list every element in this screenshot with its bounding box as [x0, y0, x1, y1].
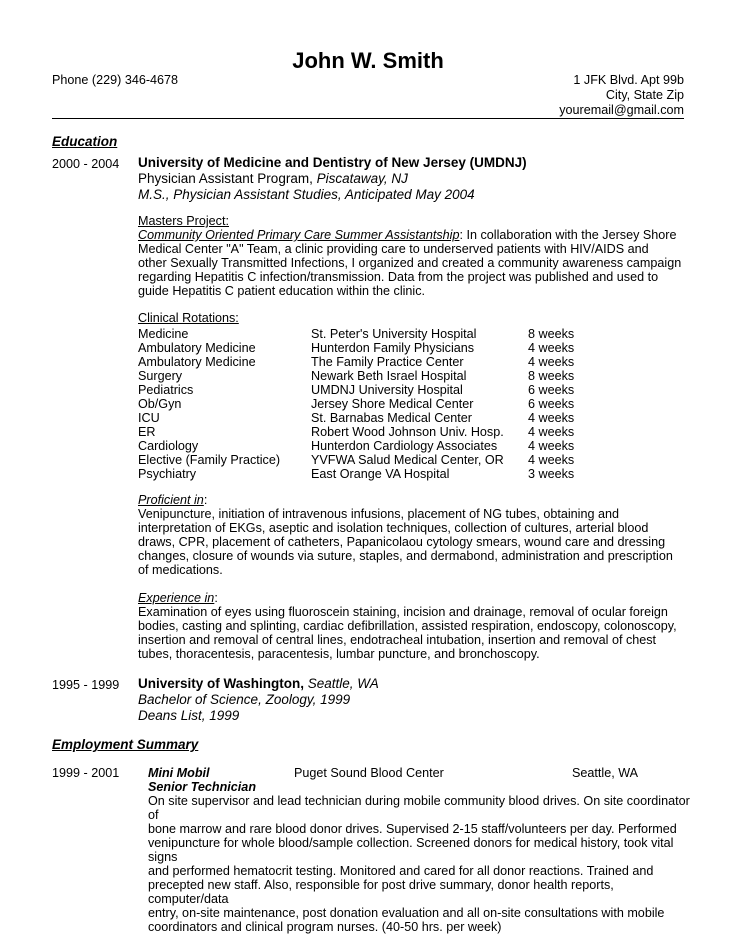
uw-school: University of Washington,: [138, 676, 305, 691]
masters-project-line-4: regarding Hepatitis C infection/transmission. Data from the project was published and used to: [138, 270, 659, 284]
rotation-site: UMDNJ University Hospital: [311, 383, 463, 397]
rotation-site: St. Barnabas Medical Center: [311, 411, 473, 425]
job-description-line: venipuncture for whole blood/sample collection. Screened donors for medical history, took vital signs: [148, 836, 674, 864]
rotation-site: YVFWA Salud Medical Center, OR: [311, 453, 504, 467]
rotation-specialty: Ambulatory Medicine: [138, 341, 256, 355]
uw-block: [138, 676, 698, 724]
umdnj-location: Piscataway, NJ: [316, 171, 408, 186]
rotation-specialty: ER: [138, 425, 156, 439]
education-heading: Education: [52, 134, 118, 149]
rotation-duration: 4 weeks: [528, 355, 575, 369]
address-line-1: 1 JFK Blvd. Apt 99b: [573, 73, 684, 87]
clinical-rotations-label: Clinical Rotations:: [138, 311, 239, 325]
clinical-rotations-table: [138, 327, 698, 481]
job-description: [148, 794, 693, 934]
rotation-specialty: Ob/Gyn: [138, 397, 182, 411]
masters-project-line-5: guide Hepatitis C patient education within the clinic.: [138, 284, 426, 298]
experience-in: [138, 591, 698, 661]
phone-number: Phone (229) 346-4678: [52, 73, 179, 87]
rotation-duration: 6 weeks: [528, 397, 575, 411]
proficient-in: [138, 493, 698, 577]
job-description-line: precepted new staff. Also, responsible for post drive summary, donor health reports, computer/data: [148, 878, 614, 906]
rotation-specialty: Pediatrics: [138, 383, 194, 397]
job-description-line: entry, on-site maintenance, post donation evaluation and all on-site consultations with mobile: [148, 906, 665, 920]
umdnj-program: Physician Assistant Program,: [138, 171, 313, 186]
rotation-duration: 6 weeks: [528, 383, 575, 397]
proficient-line: changes, closure of wounds via suture, staples, and dermabond, administration and prescription: [138, 549, 673, 563]
rotation-site: Hunterdon Cardiology Associates: [311, 439, 498, 453]
rotation-duration: 4 weeks: [528, 341, 575, 355]
masters-project-text: : In collaboration with the Jersey Shore: [459, 228, 677, 242]
address-block: [559, 73, 684, 118]
uw-honors: Deans List, 1999: [138, 708, 240, 723]
masters-project-line-2: Medical Center "A" Team, a clinic providing care to underserved patients with HIV/AIDS and: [138, 242, 649, 256]
job-description-line: On site supervisor and lead technician during mobile community blood drives. On site coordinator of: [148, 794, 690, 822]
uw-degree: Bachelor of Science, Zoology, 1999: [138, 692, 351, 707]
masters-project-line-1: [138, 228, 698, 242]
resume-name: John W. Smith: [292, 48, 444, 73]
rotation-site: Robert Wood Johnson Univ. Hosp.: [311, 425, 504, 439]
masters-project: [138, 214, 698, 298]
rotation-duration: 4 weeks: [528, 453, 575, 467]
experience-label-line: Experience in:: [138, 591, 218, 605]
umdnj-degree: M.S., Physician Assistant Studies, Anticipated May 2004: [138, 187, 475, 202]
umdnj-school: University of Medicine and Dentistry of New Jersey (UMDNJ): [138, 155, 527, 170]
uw-location: Seattle, WA: [307, 676, 379, 691]
job-employer: Mini Mobil: [148, 766, 210, 780]
job-description-line: coordinators and clinical program nurses. (40-50 hrs. per week): [148, 920, 502, 934]
header-divider: [52, 118, 684, 119]
proficient-line: interpretation of EKGs, aseptic and isolation techniques, collection of cultures, arterial blood: [138, 521, 649, 535]
experience-line: insertion and removal of central lines, endotracheal intubation, insertion and removal of chest: [138, 633, 657, 647]
rotation-site: The Family Practice Center: [311, 355, 464, 369]
rotation-specialty: ICU: [138, 411, 160, 425]
proficient-line: draws, CPR, placement of catheters, Papanicolaou cytology smears, wound care and dressing: [138, 535, 666, 549]
rotation-duration: 8 weeks: [528, 369, 575, 383]
rotation-specialty: Psychiatry: [138, 467, 197, 481]
job-description-line: and performed hematocrit testing. Monitored and cared for all donor reactions. Trained and: [148, 864, 654, 878]
uw-dates: 1995 - 1999: [52, 678, 120, 692]
address-line-2: City, State Zip: [605, 88, 684, 102]
rotation-duration: 3 weeks: [528, 467, 575, 481]
experience-line: tubes, thoracentesis, paracentesis, lumbar puncture, and bronchoscopy.: [138, 647, 540, 661]
rotation-specialty: Cardiology: [138, 439, 199, 453]
employment-heading: Employment Summary: [52, 737, 199, 752]
rotation-site: Jersey Shore Medical Center: [311, 397, 474, 411]
experience-line: Examination of eyes using fluoroscein staining, incision and drainage, removal of ocular foreign: [138, 605, 668, 619]
rotation-specialty: Surgery: [138, 369, 183, 383]
rotation-site: St. Peter's University Hospital: [311, 327, 477, 341]
rotation-site: Newark Beth Israel Hospital: [311, 369, 467, 383]
masters-project-line-3: other Sexually Transmitted Infections, I organized and created a community awareness campaign: [138, 256, 682, 270]
rotation-duration: 4 weeks: [528, 411, 575, 425]
job-title: Senior Technician: [148, 780, 257, 794]
umdnj-program-line: [138, 171, 718, 187]
masters-project-label: Masters Project:: [138, 214, 229, 228]
email-address: youremail@gmail.com: [559, 103, 684, 117]
rotation-site: East Orange VA Hospital: [311, 467, 450, 481]
rotation-site: Hunterdon Family Physicians: [311, 341, 475, 355]
rotation-duration: 4 weeks: [528, 439, 575, 453]
proficient-line: Venipuncture, initiation of intravenous infusions, placement of NG tubes, obtaining and: [138, 507, 619, 521]
experience-line: bodies, casting and splinting, cardiac defibrillation, assisted respiration, endoscopy, colonoscopy,: [138, 619, 677, 633]
job-city: Seattle, WA: [572, 766, 639, 780]
job-description-line: bone marrow and rare blood donor drives. Supervised 2-15 staff/volunteers per day. Performed: [148, 822, 677, 836]
rotation-duration: 4 weeks: [528, 425, 575, 439]
proficient-label: Proficient in: [138, 493, 204, 507]
rotation-specialty: Elective (Family Practice): [138, 453, 281, 467]
job-organization: Puget Sound Blood Center: [294, 766, 444, 780]
job-dates: 1999 - 2001: [52, 766, 120, 780]
proficient-line: of medications.: [138, 563, 223, 577]
rotation-specialty: Ambulatory Medicine: [138, 355, 256, 369]
rotation-specialty: Medicine: [138, 327, 189, 341]
uw-school-line: [138, 676, 698, 692]
masters-project-title: Community Oriented Primary Care Summer Assistantship: [138, 228, 460, 242]
rotation-duration: 8 weeks: [528, 327, 575, 341]
umdnj-dates: 2000 - 2004: [52, 157, 120, 171]
proficient-label-line: Proficient in:: [138, 493, 208, 507]
umdnj-block: [138, 155, 718, 203]
experience-label: Experience in: [138, 591, 215, 605]
